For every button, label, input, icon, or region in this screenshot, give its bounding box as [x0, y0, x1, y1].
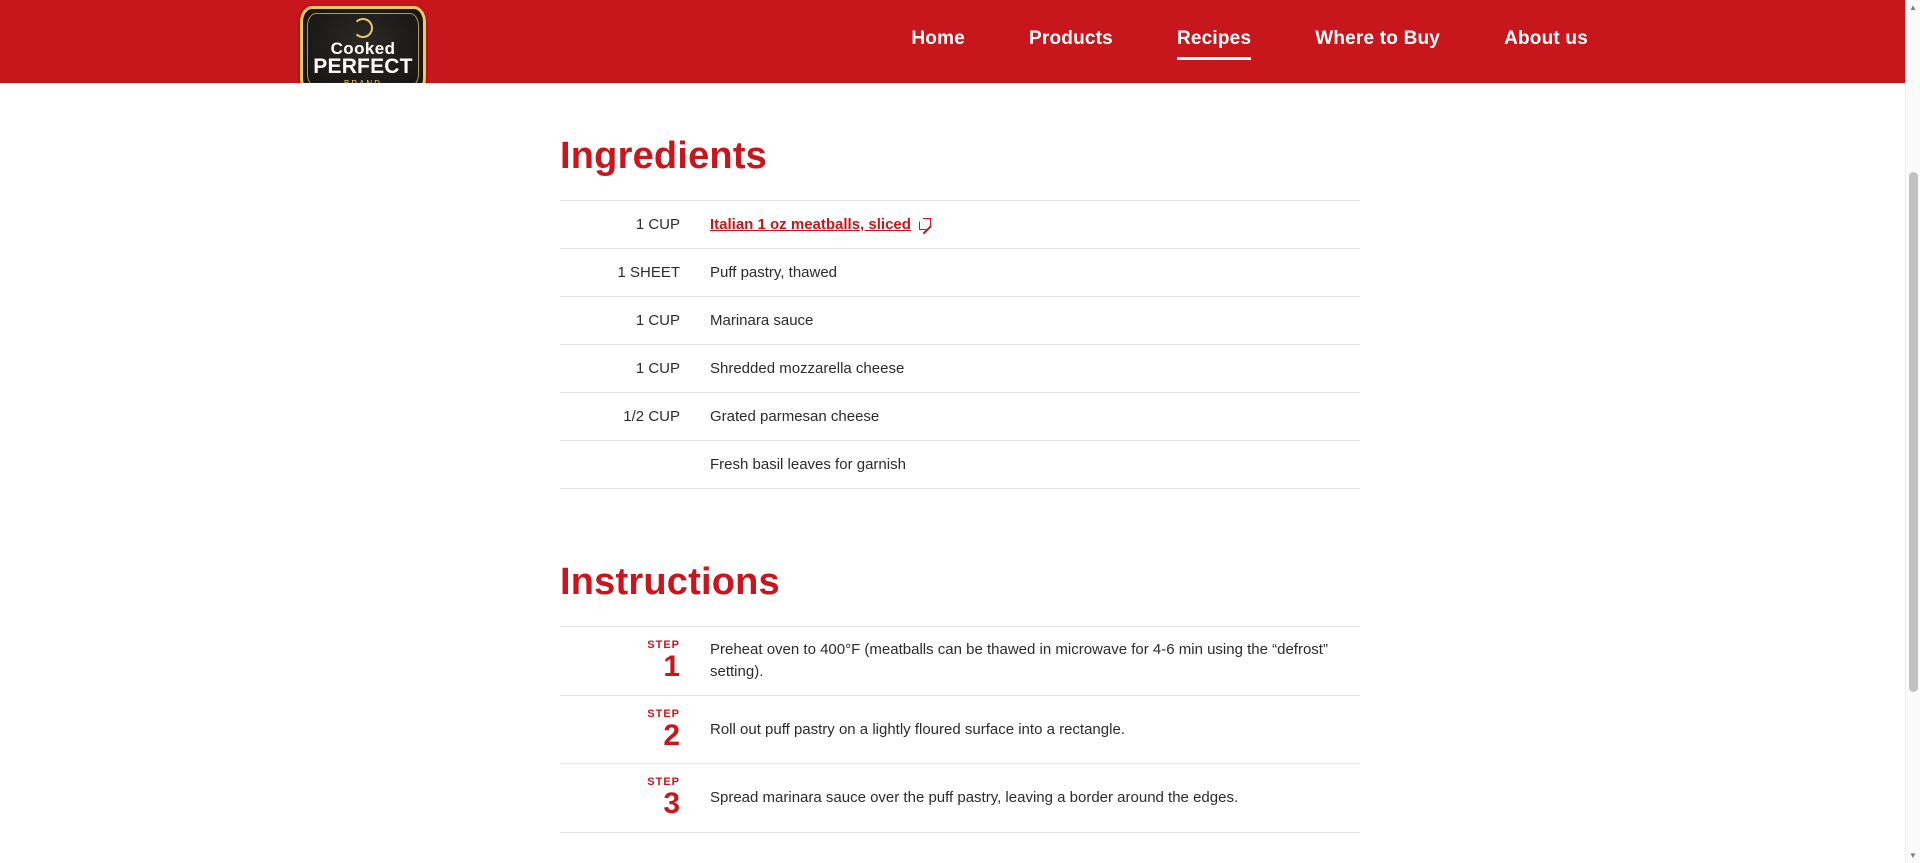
main-navigation [0, 0, 1920, 83]
table-row [560, 393, 1360, 441]
step-text: Roll out puff pastry on a lightly floured surface into a rectangle. [710, 720, 1125, 738]
ingredient-product-link[interactable]: Italian 1 oz meatballs, sliced [710, 216, 911, 233]
nav-item-home[interactable]: Home [911, 27, 965, 49]
instructions-table [560, 626, 1360, 833]
scrollbar-thumb[interactable] [1909, 172, 1918, 692]
step-number: 1 [663, 650, 680, 684]
ingredient-name [710, 201, 1360, 249]
recipe-content [560, 83, 1360, 833]
ingredient-name: Fresh basil leaves for garnish [710, 456, 906, 473]
ingredient-name: Marinara sauce [710, 312, 814, 329]
ingredient-name: Puff pastry, thawed [710, 264, 838, 281]
ingredient-amount: 1 CUP [635, 312, 680, 329]
ingredient-amount: 1 SHEET [617, 264, 680, 281]
instructions-heading: Instructions [560, 561, 780, 603]
page-scrollbar[interactable] [1905, 0, 1920, 863]
ingredient-amount [560, 441, 710, 489]
step-label: STEP [647, 707, 680, 720]
nav-item-products[interactable]: Products [1028, 27, 1113, 49]
table-row [560, 297, 1360, 345]
table-row [560, 695, 1360, 764]
nav-item-recipes[interactable]: Recipes [1177, 28, 1251, 56]
ingredient-amount: 1 CUP [635, 216, 680, 233]
nav-item-where-to-buy[interactable]: Where to Buy [1315, 27, 1441, 49]
ingredients-heading: Ingredients [560, 135, 768, 177]
recipe-page [0, 83, 1920, 863]
table-row [560, 345, 1360, 393]
ingredient-amount: 1 CUP [635, 360, 680, 377]
logo-line-perfect: PERFECT [313, 55, 413, 78]
step-text: Spread marinara sauce over the puff pastry, leaving a border around the edges. [710, 789, 1239, 807]
scroll-down-arrow-icon[interactable]: ▼ [1909, 851, 1917, 860]
site-header [0, 0, 1920, 83]
table-row [560, 201, 1360, 249]
scroll-up-arrow-icon[interactable]: ▲ [1909, 3, 1917, 12]
ingredient-amount: 1/2 CUP [623, 408, 680, 425]
ingredients-table [560, 200, 1360, 489]
step-text: Preheat oven to 400°F (meatballs can be thawed in microwave for 4-6 min using the “defrost” setting). [710, 641, 1328, 680]
step-number-cell [560, 764, 710, 833]
table-row [560, 249, 1360, 297]
instructions-section [560, 561, 1360, 833]
table-row [560, 764, 1360, 833]
external-link-icon[interactable] [919, 218, 931, 230]
table-row [560, 441, 1360, 489]
step-label: STEP [647, 639, 680, 651]
step-number: 3 [663, 787, 680, 821]
nav-item-about-us[interactable]: About us [1504, 27, 1588, 49]
step-number-cell [560, 695, 710, 764]
ingredient-name: Shredded mozzarella cheese [710, 360, 905, 377]
logo-line-cooked: Cooked [330, 39, 396, 58]
table-row [560, 627, 1360, 696]
step-number: 2 [663, 718, 680, 752]
step-number-cell [560, 627, 710, 696]
ingredient-name: Grated parmesan cheese [710, 408, 880, 425]
step-label: STEP [647, 776, 680, 789]
